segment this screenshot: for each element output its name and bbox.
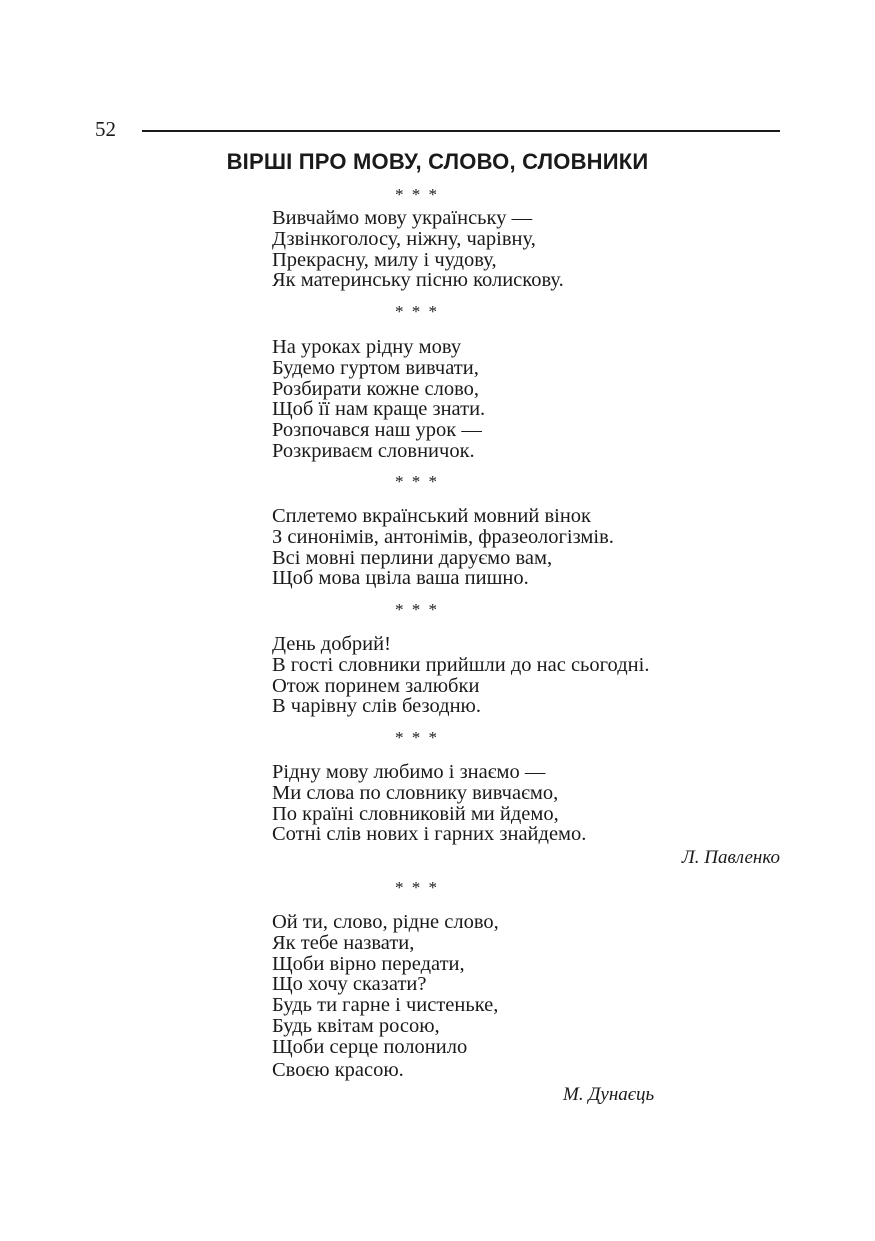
poem-2 — [272, 337, 792, 462]
poem-6 — [272, 912, 792, 1080]
poem-line: Розбирати кожне слово, — [272, 377, 480, 400]
poem-line: Отож поринем залюбки — [272, 674, 480, 697]
poem-line: Ой ти, слово, рідне слово, — [272, 911, 499, 933]
poem-line: Прекрасну, милу і чудову, — [272, 248, 497, 271]
section-title-text: ВІРШІ ПРО МОВУ, СЛОВО, СЛОВНИКИ — [226, 149, 649, 174]
poem-line: Будемо гуртом вивчати, — [272, 356, 479, 379]
poem-line: Рідну мову любимо і знаємо — — [272, 761, 546, 783]
poem-line: Щоб її нам краще знати. — [272, 398, 486, 421]
page-number: 52 — [95, 117, 116, 141]
poem-line: Ми слова по словнику вивчаємо, — [272, 781, 559, 804]
poem-1 — [272, 208, 792, 291]
header-rule — [142, 130, 780, 132]
poem-author: Л. Павленко — [681, 847, 780, 868]
poem-line: Як материнську пісню колискову. — [272, 269, 564, 292]
stanza-separator: * * * — [395, 302, 439, 321]
stanza-separator: * * * — [395, 728, 439, 747]
poem-line: По країні словниковій ми йдемо, — [272, 802, 559, 825]
poem-line: Сотні слів нових і гарних знайдемо. — [272, 823, 587, 846]
poem-line: Розпочався наш урок — — [272, 419, 482, 442]
poem-line: В чарівну слів безодню. — [272, 695, 481, 718]
poem-line: Розкриваєм словничок. — [272, 439, 475, 462]
stanza-separator: * * * — [395, 600, 439, 619]
stanza-separator: * * * — [395, 472, 439, 491]
poem-line: Сплетемо вкраїнський мовний вінок — [272, 505, 592, 527]
poem-line: В гості словники прийшли до нас сьогодні. — [272, 653, 650, 676]
poem-line: Щоби серце полонило — [272, 1035, 468, 1058]
poem-line: Вивчаймо мову українську — — [272, 207, 533, 229]
poem-line: З синонімів, антонімів, фразеологізмів. — [272, 525, 614, 548]
poem-line: Що хочу сказати? — [272, 973, 427, 996]
poem-line: На уроках рідну мову — [272, 336, 462, 358]
poem-line: Своєю красою. — [272, 1058, 404, 1081]
poem-4 — [272, 634, 792, 717]
poem-line: Дзвінкоголосу, ніжну, чарівну, — [272, 227, 536, 250]
poem-line: Щоб мова цвіла ваша пишно. — [272, 567, 529, 590]
section-title — [0, 148, 875, 176]
poem-line: Щоби вірно передати, — [272, 952, 465, 975]
stanza-separator: * * * — [395, 878, 439, 897]
poem-5 — [272, 762, 792, 845]
poem-line: Будь квітам росою, — [272, 1014, 440, 1037]
poem-line: Будь ти гарне і чистеньке, — [272, 994, 499, 1017]
poem-3 — [272, 506, 792, 589]
poem-line: Всі мовні перлини даруємо вам, — [272, 546, 553, 569]
poem-line: День добрий! — [272, 633, 391, 655]
stanza-separator: * * * — [395, 185, 439, 204]
poem-author: М. Дунаєць — [563, 1084, 655, 1105]
poem-line: Як тебе назвати, — [272, 931, 415, 954]
